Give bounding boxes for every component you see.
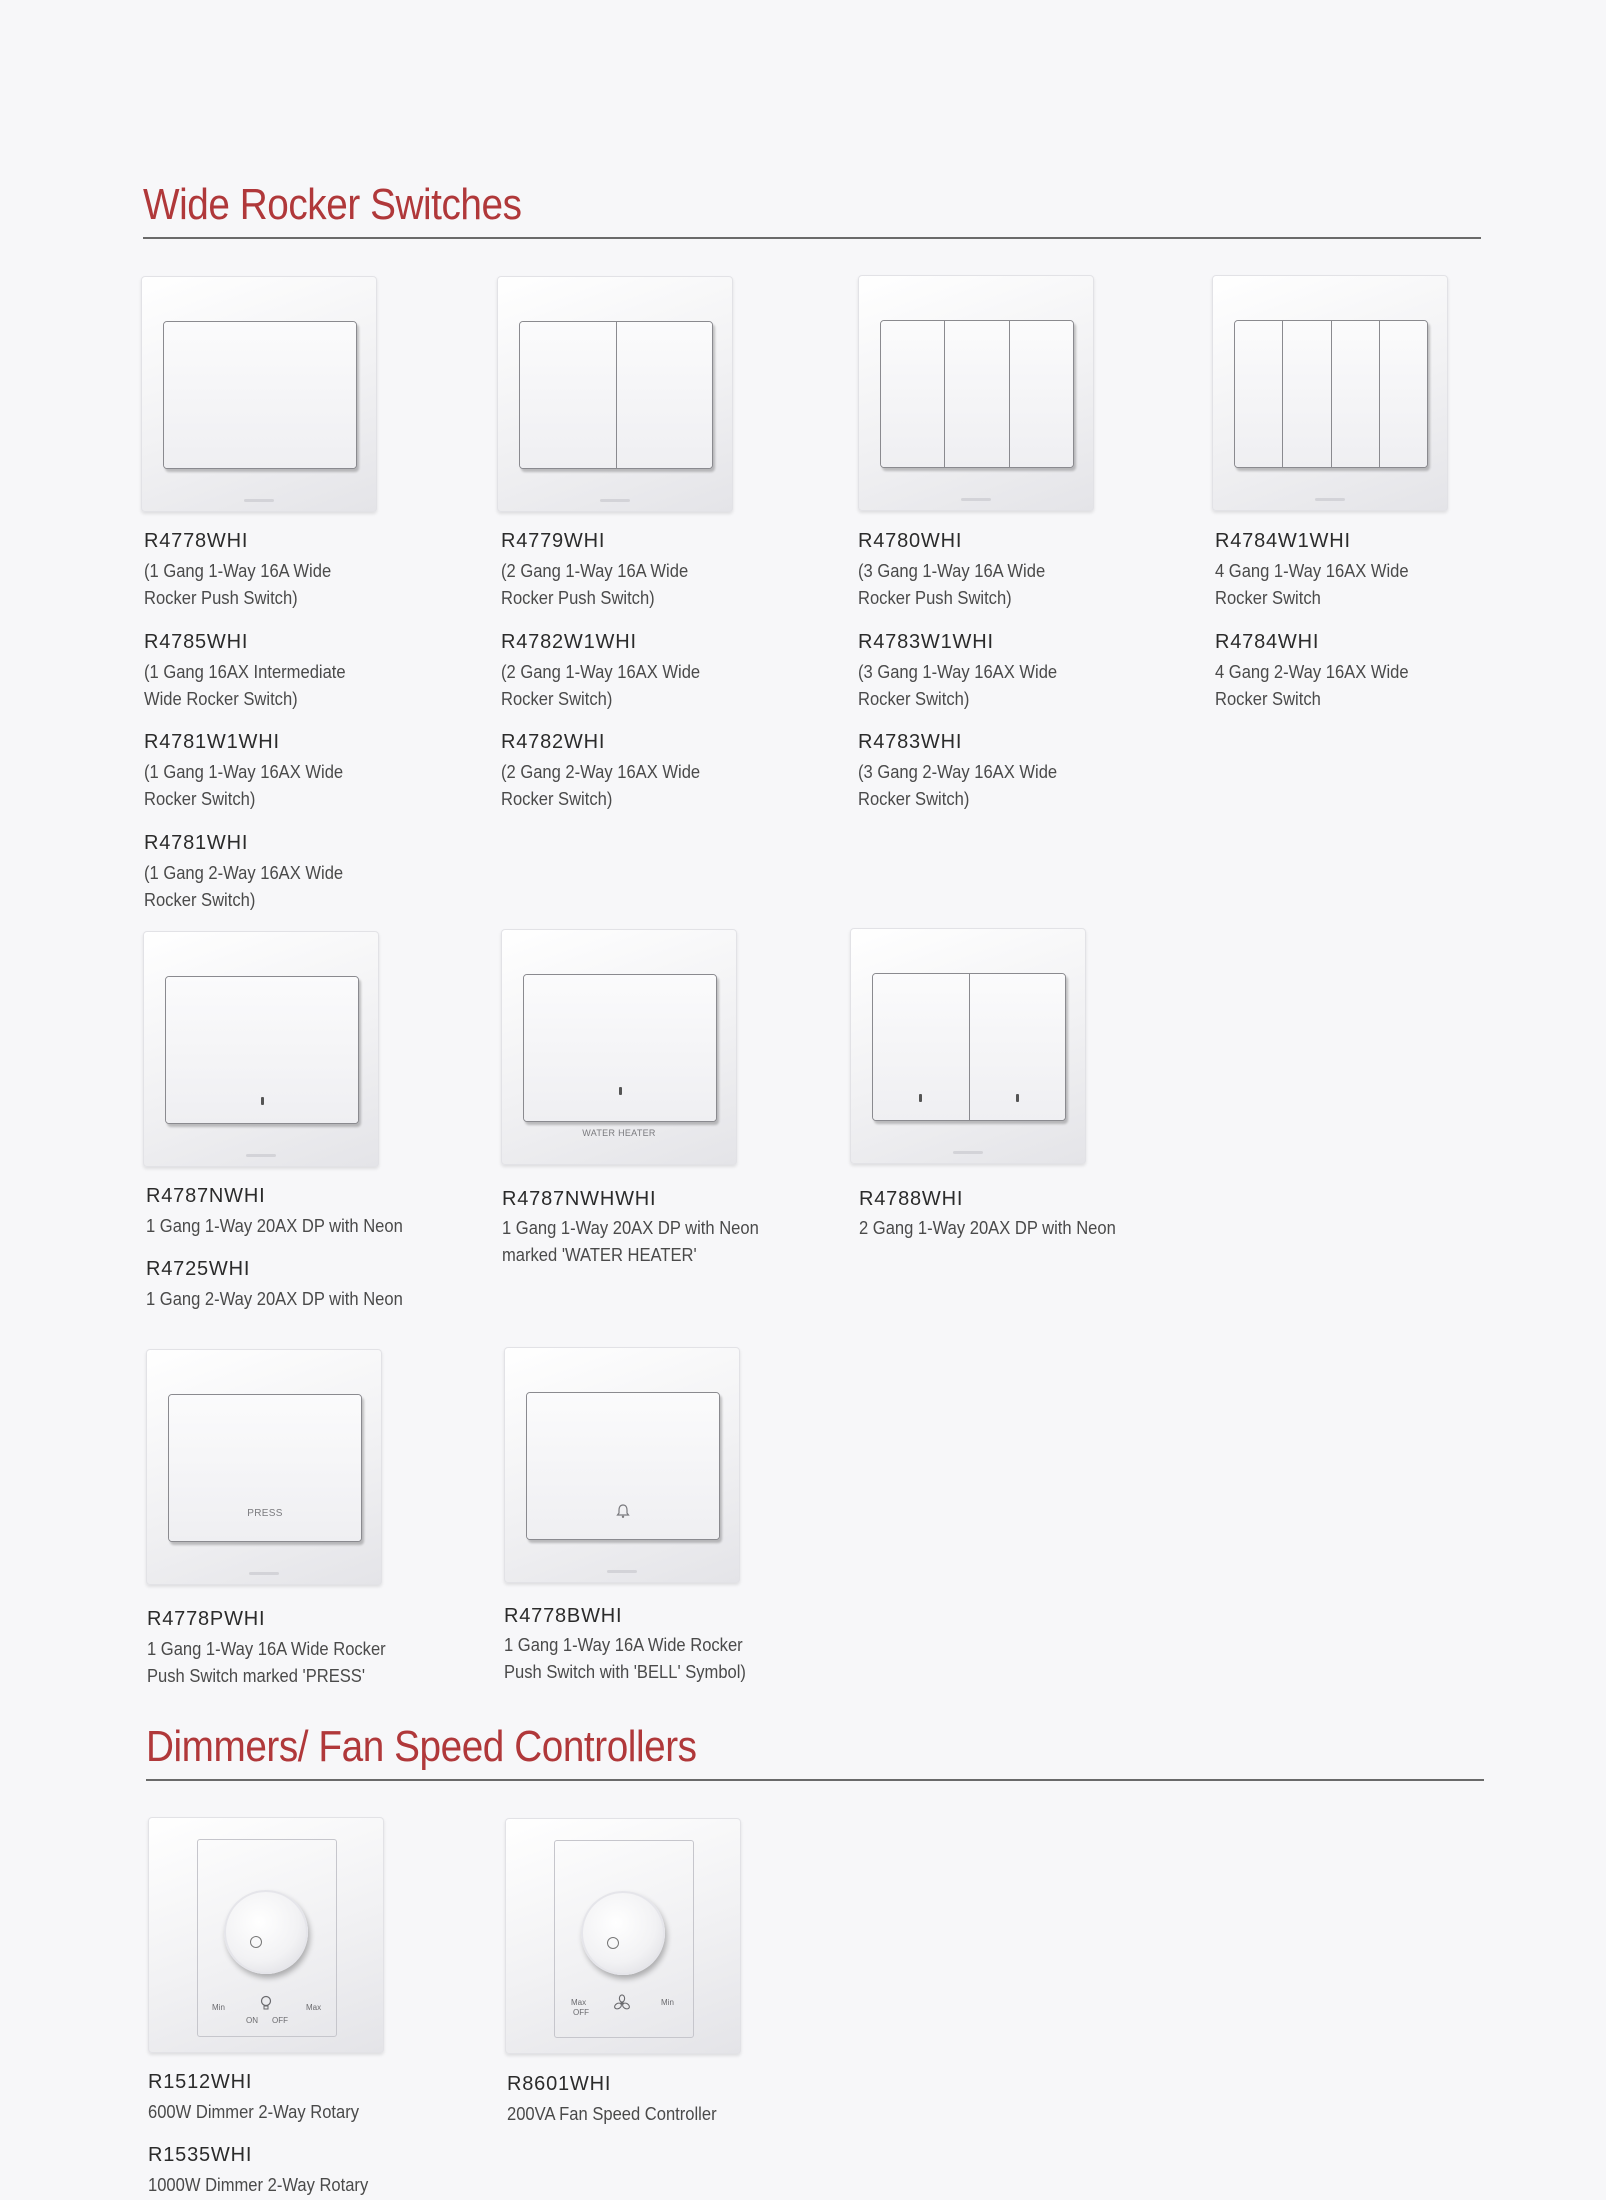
product-code: R1535WHI xyxy=(148,2144,253,2166)
rocker-gang xyxy=(1379,321,1427,467)
product-description: 1 Gang 2-Way 20AX DP with Neon xyxy=(146,1289,403,1309)
brand-mark xyxy=(961,498,991,501)
knob-pointer xyxy=(250,1936,262,1948)
product-description: (1 Gang 2-Way 16AX Wide Rocker Switch) xyxy=(144,863,344,910)
product-image-2-gang-neon xyxy=(850,928,1086,1164)
max-label: Max xyxy=(571,1998,587,2007)
rocker-gang xyxy=(616,322,713,468)
product-image-2-gang-rocker xyxy=(497,276,733,512)
rocker-gang xyxy=(524,975,716,1121)
rocker-frame xyxy=(523,974,717,1122)
section-title-wide-rocker-switches: Wide Rocker Switches xyxy=(143,180,522,229)
product-code: R4781WHI xyxy=(144,832,249,854)
product-code: R4783W1WHI xyxy=(858,631,994,653)
rocker-frame xyxy=(168,1394,362,1542)
product-image-1-gang-rocker xyxy=(141,276,377,512)
product-code: R4784W1WHI xyxy=(1215,530,1351,552)
rocker-gang xyxy=(1235,321,1282,467)
product-image-fan-controller xyxy=(505,1818,741,2054)
product-image-1-gang-neon xyxy=(143,931,379,1167)
bell-icon xyxy=(615,1503,631,1519)
brand-mark xyxy=(246,1154,276,1157)
product-code: R4782WHI xyxy=(501,731,606,753)
product-image-1-gang-water-heater xyxy=(501,929,737,1165)
product-code: R4779WHI xyxy=(501,530,606,552)
product-code: R4778BWHI xyxy=(504,1605,623,1627)
neon-indicator xyxy=(919,1094,922,1102)
product-code: R1512WHI xyxy=(148,2071,253,2093)
product-code: R4788WHI xyxy=(859,1188,964,1210)
rotary-knob xyxy=(581,1891,665,1975)
rocker-gang xyxy=(1331,321,1379,467)
product-description: (3 Gang 2-Way 16AX Wide Rocker Switch) xyxy=(858,762,1058,809)
product-image-3-gang-rocker xyxy=(858,275,1094,511)
rocker-gang xyxy=(1282,321,1330,467)
brand-mark xyxy=(600,499,630,502)
product-code: R4782W1WHI xyxy=(501,631,637,653)
product-code: R4778PWHI xyxy=(147,1608,266,1630)
max-label: Max xyxy=(306,2003,322,2012)
rocker-gang xyxy=(1009,321,1073,467)
product-description: (3 Gang 1-Way 16A Wide Rocker Push Switch) xyxy=(858,561,1046,608)
product-code: R4783WHI xyxy=(858,731,963,753)
rocker-frame xyxy=(519,321,713,469)
product-image-press-switch xyxy=(146,1349,382,1585)
product-image-dimmer xyxy=(148,1817,384,2053)
rocker-gang xyxy=(881,321,944,467)
product-description: 1 Gang 1-Way 16A Wide Rocker Push Switch with 'BELL' Symbol) xyxy=(504,1635,746,1682)
brand-mark xyxy=(607,1570,637,1573)
section-divider xyxy=(146,1779,1484,1781)
rocker-frame xyxy=(165,976,359,1124)
rocker-gang xyxy=(520,322,616,468)
product-description: 200VA Fan Speed Controller xyxy=(507,2104,717,2124)
product-description: (1 Gang 1-Way 16AX Wide Rocker Switch) xyxy=(144,762,344,809)
product-code: R4778WHI xyxy=(144,530,249,552)
product-description: (1 Gang 16AX Intermediate Wide Rocker Switch) xyxy=(144,662,346,709)
rocker-gang xyxy=(527,1393,719,1539)
fan-icon xyxy=(613,1994,631,2012)
product-code: R4787NWHWHI xyxy=(502,1188,657,1210)
product-description: 2 Gang 1-Way 20AX DP with Neon xyxy=(859,1218,1116,1238)
rocker-frame xyxy=(526,1392,720,1540)
neon-indicator xyxy=(1016,1094,1019,1102)
product-description: (1 Gang 1-Way 16A Wide Rocker Push Switch) xyxy=(144,561,332,608)
knob-pointer xyxy=(607,1937,619,1949)
product-image-bell-switch xyxy=(504,1347,740,1583)
rocker-gang xyxy=(164,322,356,468)
water-heater-engraving: WATER HEATER xyxy=(582,1128,656,1138)
on-label: ON xyxy=(246,2016,258,2025)
min-label: Min xyxy=(212,2003,225,2012)
product-description: (2 Gang 2-Way 16AX Wide Rocker Switch) xyxy=(501,762,701,809)
product-description: 1 Gang 1-Way 20AX DP with Neon marked 'WATER HEATER' xyxy=(502,1218,759,1265)
min-label: Min xyxy=(661,1998,674,2007)
neon-indicator xyxy=(261,1097,264,1105)
product-image-4-gang-rocker xyxy=(1212,275,1448,511)
product-description: 1 Gang 1-Way 20AX DP with Neon xyxy=(146,1216,403,1236)
press-engraving: PRESS xyxy=(247,1508,283,1519)
rocker-frame xyxy=(1234,320,1428,468)
off-label: OFF xyxy=(573,2008,589,2017)
product-description: (2 Gang 1-Way 16A Wide Rocker Push Switch) xyxy=(501,561,689,608)
brand-mark xyxy=(1315,498,1345,501)
rocker-gang xyxy=(969,974,1066,1120)
off-label: OFF xyxy=(272,2016,288,2025)
bulb-icon xyxy=(259,1995,273,2011)
product-description: (3 Gang 1-Way 16AX Wide Rocker Switch) xyxy=(858,662,1058,709)
product-code: R4725WHI xyxy=(146,1258,251,1280)
product-description: 1 Gang 1-Way 16A Wide Rocker Push Switch marked 'PRESS' xyxy=(147,1639,386,1686)
neon-indicator xyxy=(619,1087,622,1095)
product-code: R4787NWHI xyxy=(146,1185,266,1207)
product-code: R4784WHI xyxy=(1215,631,1320,653)
rocker-gang xyxy=(873,974,969,1120)
rocker-gang xyxy=(944,321,1008,467)
product-code: R4780WHI xyxy=(858,530,963,552)
rocker-gang xyxy=(166,977,358,1123)
rocker-frame xyxy=(880,320,1074,468)
product-code: R8601WHI xyxy=(507,2073,612,2095)
product-description: 600W Dimmer 2-Way Rotary xyxy=(148,2102,360,2122)
brand-mark xyxy=(244,499,274,502)
brand-mark xyxy=(953,1151,983,1154)
product-code: R4781W1WHI xyxy=(144,731,280,753)
rotary-knob xyxy=(224,1890,308,1974)
product-description: 4 Gang 2-Way 16AX Wide Rocker Switch xyxy=(1215,662,1409,709)
brand-mark xyxy=(249,1572,279,1575)
section-divider xyxy=(143,237,1481,239)
product-code: R4785WHI xyxy=(144,631,249,653)
rocker-frame xyxy=(163,321,357,469)
product-description: (2 Gang 1-Way 16AX Wide Rocker Switch) xyxy=(501,662,701,709)
rocker-frame xyxy=(872,973,1066,1121)
product-description: 1000W Dimmer 2-Way Rotary xyxy=(148,2175,369,2195)
section-title-dimmers-fan-speed: Dimmers/ Fan Speed Controllers xyxy=(146,1722,697,1771)
product-description: 4 Gang 1-Way 16AX Wide Rocker Switch xyxy=(1215,561,1409,608)
rocker-gang xyxy=(169,1395,361,1541)
